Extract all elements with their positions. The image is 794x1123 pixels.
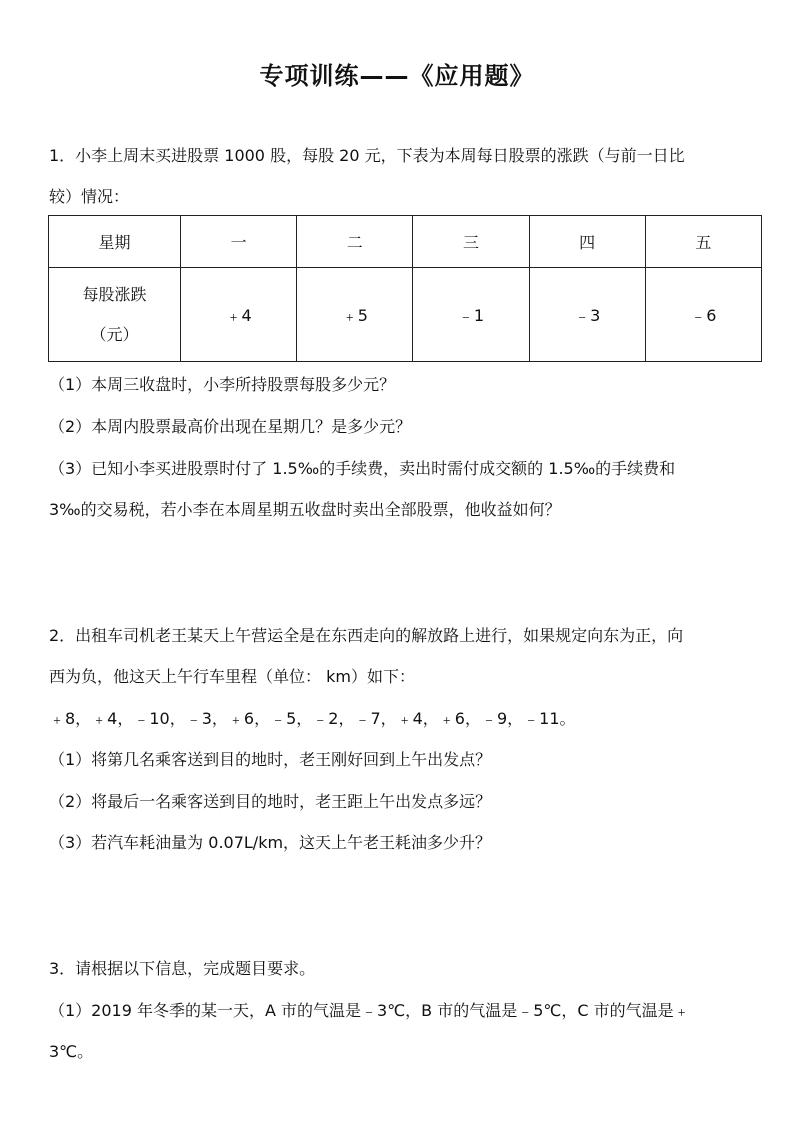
table-header-label: 星期 bbox=[49, 216, 181, 268]
q3-text-line-1: 3．请根据以下信息，完成题目要求。 bbox=[49, 959, 316, 978]
q2-text-line-1: 2．出租车司机老王某天上午营运全是在东西走向的解放路上进行，如果规定向东为正，向 bbox=[49, 626, 684, 645]
table-row-label-line-2: （元） bbox=[90, 324, 139, 344]
table-row-label bbox=[49, 268, 181, 362]
table-day-5: 五 bbox=[645, 216, 761, 268]
q1-text-line-2: 较）情况： bbox=[49, 187, 130, 206]
table-day-3: 三 bbox=[413, 216, 529, 268]
table-day-4: 四 bbox=[529, 216, 645, 268]
table-header-row bbox=[49, 216, 762, 268]
table-day-1: 一 bbox=[181, 216, 297, 268]
table-value-row bbox=[49, 268, 762, 362]
q2-sub-question-3: （3）若汽车耗油量为 0.07L/km，这天上午老王耗油多少升？ bbox=[49, 833, 492, 852]
table-value-2: ﹢5 bbox=[297, 268, 413, 362]
stock-change-table bbox=[48, 215, 762, 362]
table-day-2: 二 bbox=[297, 216, 413, 268]
q3-sub-question-1-line-1: （1）2019 年冬季的某一天，A 市的气温是﹣3℃，B 市的气温是﹣5℃，C 市的气温是﹢ bbox=[49, 1001, 690, 1020]
table-value-1: ﹢4 bbox=[181, 268, 297, 362]
q2-text-line-2: 西为负，他这天上午行车里程（单位： km）如下： bbox=[49, 667, 415, 686]
table-value-5: ﹣6 bbox=[645, 268, 761, 362]
q2-distance-list: ﹢8，﹢4，﹣10，﹣3，﹢6，﹣5，﹣2，﹣7，﹢4，﹢6，﹣9，﹣11。 bbox=[49, 709, 576, 728]
q3-sub-question-1-line-2: 3℃。 bbox=[49, 1042, 94, 1061]
table-value-3: ﹣1 bbox=[413, 268, 529, 362]
q2-sub-question-1: （1）将第几名乘客送到目的地时，老王刚好回到上午出发点？ bbox=[49, 750, 492, 769]
table-row-label-line-1: 每股涨跌 bbox=[82, 284, 147, 304]
q1-sub-question-3-line-1: （3）已知小李买进股票时付了 1.5‰的手续费，卖出时需付成交额的 1.5‰的手续费和 bbox=[49, 459, 676, 478]
q2-sub-question-2: （2）将最后一名乘客送到目的地时，老王距上午出发点多远？ bbox=[49, 792, 492, 811]
q1-sub-question-2: （2）本周内股票最高价出现在星期几？是多少元？ bbox=[49, 417, 412, 436]
q1-text-line-1: 1．小李上周末买进股票 1000 股，每股 20 元，下表为本周每日股票的涨跌（与前一日比 bbox=[49, 146, 685, 165]
q1-sub-question-1: （1）本周三收盘时，小李所持股票每股多少元？ bbox=[49, 375, 396, 394]
page-title: 专项训练——《应用题》 bbox=[259, 62, 535, 90]
table-value-4: ﹣3 bbox=[529, 268, 645, 362]
q1-sub-question-3-line-2: 3‰的交易税，若小李在本周星期五收盘时卖出全部股票，他收益如何？ bbox=[49, 500, 561, 519]
